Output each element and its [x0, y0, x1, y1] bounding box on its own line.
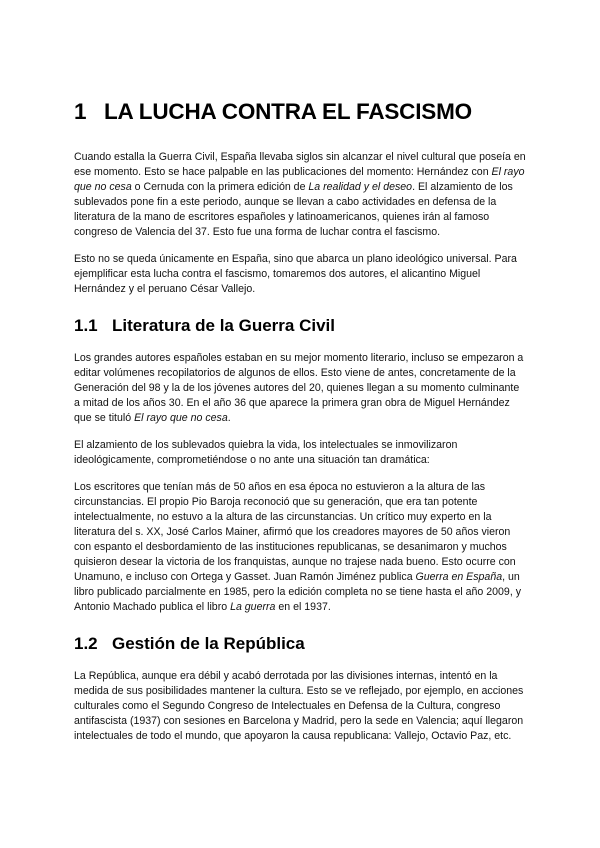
intro-paragraph-2: Esto no se queda únicamente en España, sino que abarca un plano ideológico universal. Para ejemplificar esta lucha contra el fascismo, tomaremos dos autores, el alicantino Miguel Hernández y el peruano César Vallejo. — [74, 253, 517, 295]
section1-paragraph-3: Los escritores que tenían más de 50 años en esa época no estuvieron a la altura de las circunstancias. El propio Pio Baroja reconoció que su generación, que era tan potente intelectualmente, no estuvo a la altura de las circunstancias. Un crítico muy experto en la literatura del s. XX, José Carlos Mainer, afirmó que los creadores mayores de 50 años vieron con espanto el desbordamiento de las instituciones republicanas, se desanimaron y muchos quisieron desear la victoria de los franquistas, aunque no trajese nada bueno. Esto ocurre con Unamuno, e incluso con Ortega y Gasset. Juan Ramón Jiménez publica Guerra en España, un libro publicado parcialmente en 1985, pero la edición completa no se tiene hasta el año 2009, y Antonio Machado publica el libro La guerra en el 1937. — [74, 481, 522, 613]
book-title-guerra-en-espana: Guerra en España — [415, 571, 503, 583]
section-heading-1-1 — [74, 315, 528, 337]
section-heading-1-2 — [74, 633, 528, 655]
intro-paragraph-1: Cuando estalla la Guerra Civil, España llevaba siglos sin alcanzar el nivel cultural que poseía en ese momento. Esto se hace palpable en las publicaciones del momento: Hernández con El rayo que no cesa o Cernuda con la primera edición de La realidad y el deseo. El alzamiento de los sublevados pone fin a este periodo, aunque se llevan a cabo actividades en defensa de la literatura de la mano de escritores españoles y latinoamericanos, quienes irán al famoso congreso de Valencia del 37. Esto fue una forma de luchar contra el fascismo. — [74, 151, 526, 238]
book-title-la-realidad-y-el-deseo: La realidad y el deseo — [308, 181, 413, 193]
book-title-el-rayo-que-no-cesa: El rayo que no cesa — [74, 166, 525, 193]
chapter-title: LA LUCHA CONTRA EL FASCISMO — [104, 99, 472, 124]
section-title: Gestión de la República — [112, 634, 305, 653]
section1-paragraph-2: El alzamiento de los sublevados quiebra la vida, los intelectuales se inmovilizaron ideológicamente, comprometiéndose o no ante una situación tan dramática: — [74, 439, 458, 466]
section1-paragraph-1: Los grandes autores españoles estaban en su mejor momento literario, incluso se empezaron a editar volúmenes recopilatorios de algunos de ellos. Esto viene de antes, concretamente de la Generación del 98 y la de los jóvenes autores del 20, quienes llegan a su momento culminante a mitad de los años 30. En el año 36 que aparece la primera gran obra de Miguel Hernández que se tituló El rayo que no cesa. — [74, 352, 524, 424]
section-number: 1.2 — [74, 634, 98, 653]
book-title-el-rayo-que-no-cesa: El rayo que no cesa — [134, 412, 228, 424]
chapter-heading — [74, 98, 528, 126]
section-title: Literatura de la Guerra Civil — [112, 316, 335, 335]
section-number: 1.1 — [74, 316, 98, 335]
section2-paragraph-1: La República, aunque era débil y acabó derrotada por las divisiones internas, intentó en la medida de sus posibilidades mantener la cultura. Esto se ve reflejado, por ejemplo, en acciones culturales como el Segundo Congreso de Intelectuales en Defensa de la Cultura, congreso antifascista (1937) con sesiones en Barcelona y Madrid, pero la sede en Valencia; aquí llegaron intelectuales de todo el mundo, que apoyaron la causa republicana: Vallejo, Octavio Paz, etc. — [74, 670, 524, 742]
chapter-number: 1 — [74, 99, 87, 124]
book-title-la-guerra: La guerra — [230, 601, 276, 613]
